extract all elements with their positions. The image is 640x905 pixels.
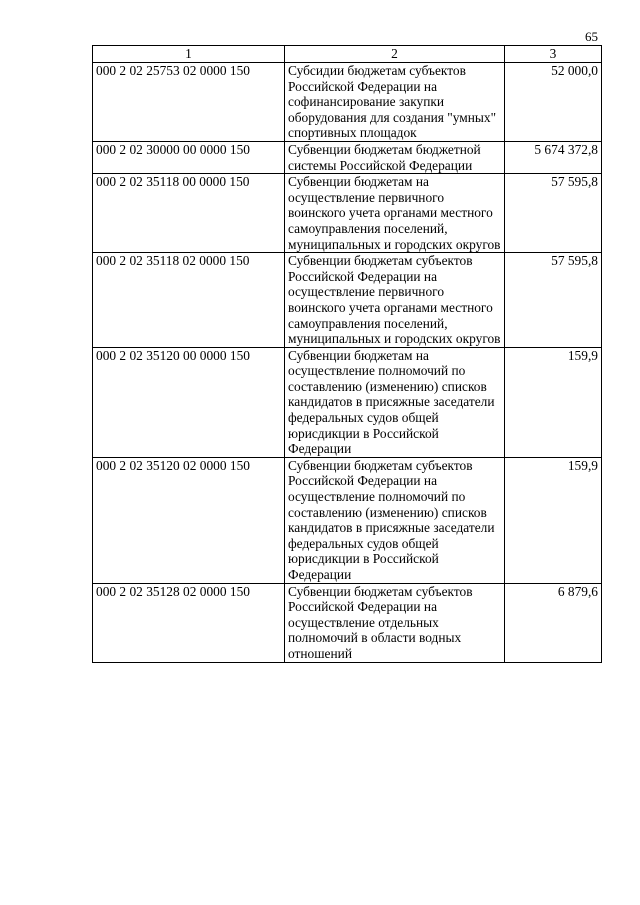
revenue-name-cell: Субвенции бюджетам субъектов Российской Федерации на осуществление полномочий по составлению (изменению) списков кандидатов в присяжные заседатели федеральных судов общей юрисдикции в Российской Федерации: [285, 457, 505, 583]
revenue-name-cell: Субвенции бюджетам бюджетной системы Российской Федерации: [285, 141, 505, 173]
amount-cell: 6 879,6: [505, 583, 602, 662]
column-header: 1: [93, 46, 285, 63]
column-header: 3: [505, 46, 602, 63]
table-row: [93, 63, 602, 142]
budget-code-cell: 000 2 02 30000 00 0000 150: [93, 141, 285, 173]
budget-code-cell: 000 2 02 35118 00 0000 150: [93, 174, 285, 253]
budget-code-cell: 000 2 02 35120 02 0000 150: [93, 457, 285, 583]
amount-cell: 5 674 372,8: [505, 141, 602, 173]
revenue-name-cell: Субвенции бюджетам субъектов Российской Федерации на осуществление первичного воинского учета органами местного самоуправления поселений, муниципальных и городских округов: [285, 253, 505, 348]
table-row: [93, 253, 602, 348]
revenue-name-cell: Субвенции бюджетам субъектов Российской Федерации на осуществление отдельных полномочий в области водных отношений: [285, 583, 505, 662]
budget-code-cell: 000 2 02 35118 02 0000 150: [93, 253, 285, 348]
table-row: [93, 347, 602, 457]
table-row: [93, 457, 602, 583]
revenue-name-cell: Субсидии бюджетам субъектов Российской Федерации на софинансирование закупки оборудования для создания "умных" спортивных площадок: [285, 63, 505, 142]
budget-code-cell: 000 2 02 35120 00 0000 150: [93, 347, 285, 457]
budget-code-cell: 000 2 02 25753 02 0000 150: [93, 63, 285, 142]
table-row: [93, 583, 602, 662]
page-number: 65: [585, 29, 598, 44]
table-row: [93, 141, 602, 173]
table-header-row: [93, 46, 602, 63]
column-header: 2: [285, 46, 505, 63]
amount-cell: 57 595,8: [505, 174, 602, 253]
amount-cell: 57 595,8: [505, 253, 602, 348]
amount-cell: 52 000,0: [505, 63, 602, 142]
revenue-name-cell: Субвенции бюджетам на осуществление первичного воинского учета органами местного самоуправления поселений, муниципальных и городских округов: [285, 174, 505, 253]
table-row: [93, 174, 602, 253]
amount-cell: 159,9: [505, 457, 602, 583]
amount-cell: 159,9: [505, 347, 602, 457]
budget-revenue-table: [92, 45, 602, 663]
budget-code-cell: 000 2 02 35128 02 0000 150: [93, 583, 285, 662]
revenue-name-cell: Субвенции бюджетам на осуществление полномочий по составлению (изменению) списков кандидатов в присяжные заседатели федеральных судов общей юрисдикции в Российской Федерации: [285, 347, 505, 457]
